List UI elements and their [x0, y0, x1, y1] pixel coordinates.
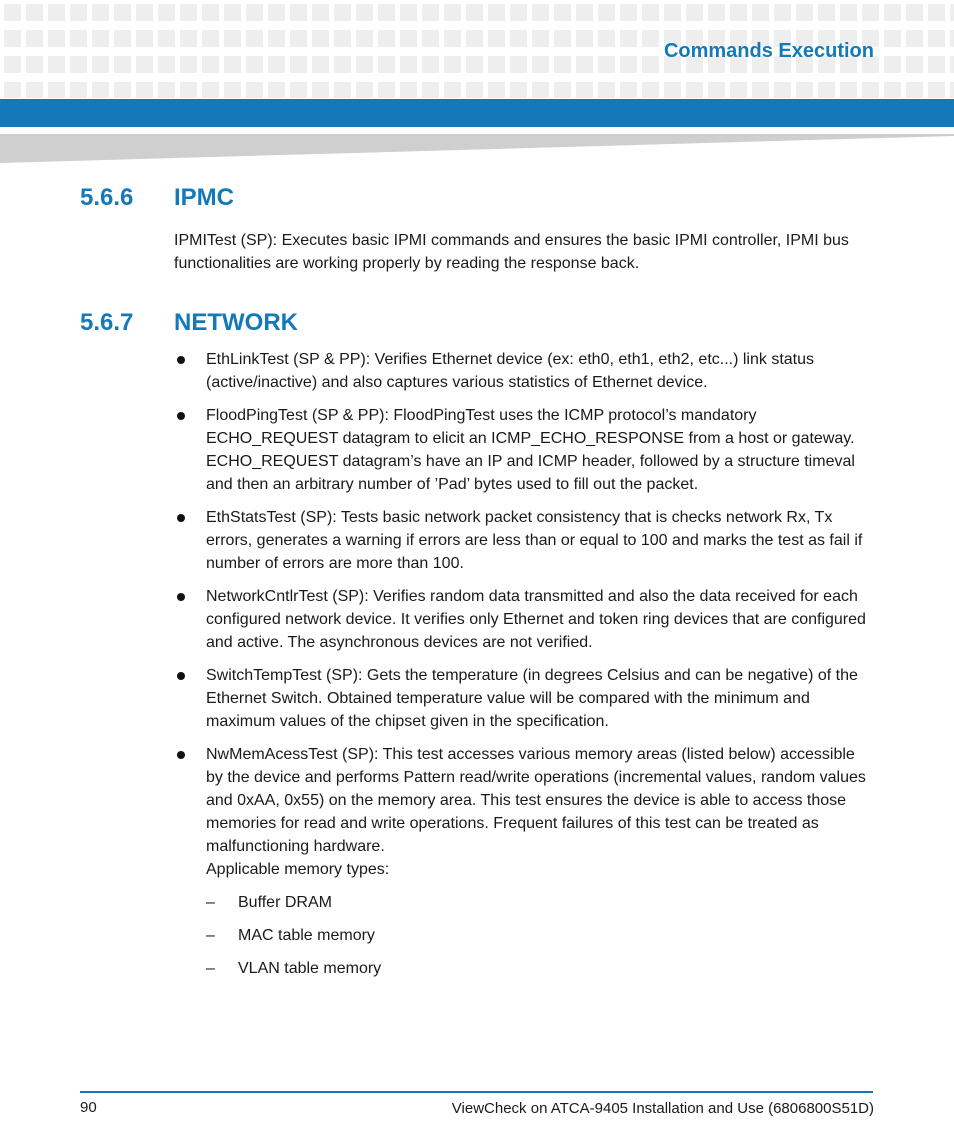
running-header-title: Commands Execution [663, 40, 874, 62]
network-test-list [174, 348, 874, 980]
header-gray-wedge [0, 127, 954, 163]
list-item [174, 404, 874, 496]
section-number: 5.6.7 [80, 309, 134, 336]
memory-type-text: Buffer DRAM [238, 894, 332, 911]
list-item-text: NetworkCntlrTest (SP): Verifies random data transmitted and also the data received for each configured network device. It verifies only Ethernet and token ring devices that are configured and active. The asynchronous devices are not verified. [206, 588, 866, 651]
list-item [174, 585, 874, 654]
memory-type-item [174, 891, 874, 914]
list-item-text: NwMemAcessTest (SP): This test accesses various memory areas (listed below) accessible by the device and performs Pattern read/write operations (incremental values, random values and 0xAA, 0x55) on the memory area. This test ensures the device is able to access those memories for read and write operations. Frequent failures of this test can be treated as malfunctioning hardware. [206, 746, 866, 855]
bullet-icon [177, 751, 185, 759]
list-item [174, 506, 874, 575]
applicable-memory-label: Applicable memory types: [206, 861, 390, 878]
document-title: ViewCheck on ATCA-9405 Installation and Use (6806800S51D) [451, 1100, 874, 1117]
dash-icon: – [206, 894, 215, 911]
list-item [174, 743, 874, 881]
memory-type-item [174, 957, 874, 980]
dash-icon: – [206, 927, 215, 944]
dash-icon: – [206, 960, 215, 977]
section-title: NETWORK [174, 309, 298, 336]
memory-type-text: MAC table memory [238, 927, 375, 944]
bullet-icon [177, 514, 185, 522]
memory-type-text: VLAN table memory [238, 960, 382, 977]
page-number: 90 [80, 1099, 97, 1116]
list-item-text: FloodPingTest (SP & PP): FloodPingTest uses the ICMP protocol’s mandatory ECHO_REQUEST datagram to elicit an ICMP_ECHO_RESPONSE from a host or gateway. ECHO_REQUEST datagram’s have an IP and ICMP header, followed by a structure timeval and then an arbitrary number of ’Pad’ bytes used to fill out the packet. [206, 407, 855, 493]
footer-rule [80, 1091, 873, 1093]
memory-type-item [174, 924, 874, 947]
bullet-icon [177, 672, 185, 680]
bullet-icon [177, 412, 185, 420]
section-title: IPMC [174, 184, 234, 211]
section-number: 5.6.6 [80, 184, 134, 211]
list-item-text: SwitchTempTest (SP): Gets the temperature (in degrees Celsius and can be negative) of the Ethernet Switch. Obtained temperature value will be compared with the minimum and maximum values of the chipset given in the specification. [206, 667, 858, 730]
bullet-icon [177, 356, 185, 364]
section-heading-ipmc [80, 184, 234, 212]
list-item-text: EthLinkTest (SP & PP): Verifies Ethernet device (ex: eth0, eth1, eth2, etc...) link status (active/inactive) and also captures various statistics of Ethernet device. [206, 351, 815, 391]
ipmc-paragraph: IPMITest (SP): Executes basic IPMI commands and ensures the basic IPMI controller, IPMI bus functionalities are working properly by reading the response back. [174, 232, 849, 272]
list-item [174, 348, 874, 394]
bullet-icon [177, 593, 185, 601]
list-item-text: EthStatsTest (SP): Tests basic network packet consistency that is checks network Rx, Tx errors, generates a warning if errors are less than or equal to 100 and marks the test as fail if number of errors are more than 100. [206, 509, 863, 572]
header-blue-bar [0, 99, 954, 127]
list-item [174, 664, 874, 733]
section-heading-network [80, 309, 298, 337]
